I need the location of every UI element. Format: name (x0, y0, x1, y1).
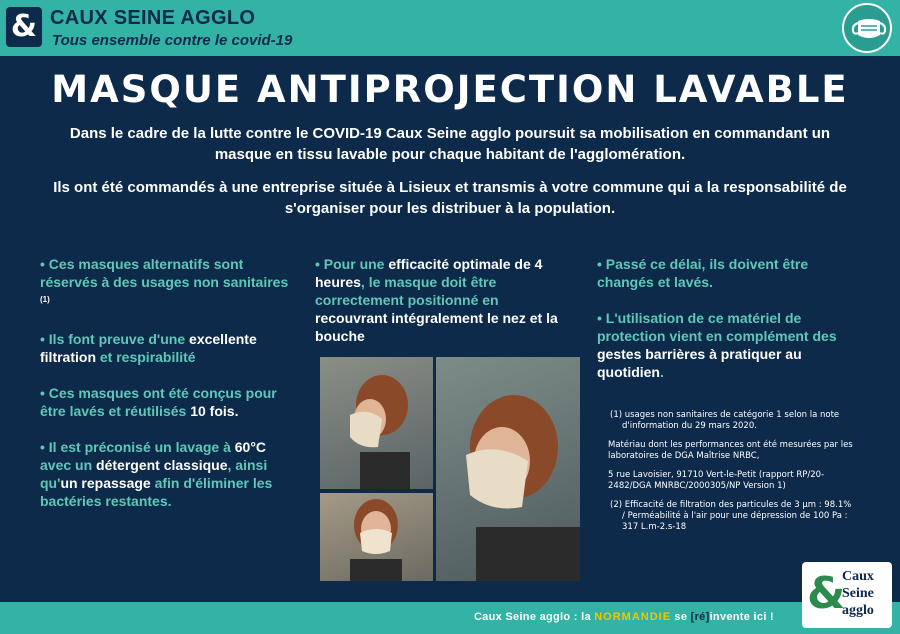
bullet-text: L'utilisation de ce matériel de protection vient en complément des (597, 310, 837, 344)
bullet-highlight: recouvrant intégralement le nez et la bouche (315, 310, 558, 344)
photo-mask-profile (320, 357, 433, 489)
logo-line: Caux (842, 569, 874, 584)
bullet-text: Passé ce délai, ils doivent être changés et lavés. (597, 256, 809, 290)
bullet-washable: • Ces masques ont été conçus pour être lavés et réutilisés 10 fois. (40, 384, 277, 419)
bullet-highlight: efficacité optimale de 4 heures (315, 256, 543, 290)
footer-slogan (474, 611, 774, 623)
bullet-text: et respirabilité (96, 348, 196, 365)
bullet-highlight: 10 fois (190, 402, 235, 419)
bullet-text: . (660, 364, 664, 380)
page-title: MASQUE ANTIPROJECTION LAVABLE (51, 68, 849, 111)
photo-mask-front (320, 493, 433, 581)
footnote-ref: (1) (40, 295, 50, 304)
brand-name: CAUX SEINE AGGLO (50, 7, 256, 29)
bullet-text: , le masque doit être correctement positionné en (315, 274, 499, 308)
bullet-text: avec un (40, 456, 97, 473)
bullet-text: Ils font preuve d'une (48, 330, 190, 347)
slogan-part: se (671, 611, 691, 623)
bullet-highlight: détergent classique (96, 456, 228, 473)
bullet-highlight: 60°C (234, 438, 267, 455)
column-middle (315, 255, 570, 363)
bullet-text: , ainsi qu' (40, 456, 268, 491)
slogan-re: [ré] (690, 611, 710, 623)
photo-mask-closeup (436, 357, 580, 581)
footnote-1: (1) usages non sanitaires de catégorie 1 selon la note d'information du 29 mars 2020. (610, 410, 840, 431)
intro-paragraph-2: Ils ont été commandés à une entreprise située à Lisieux et transmis à votre commune qui a la responsabilité de s'organiser pour les distribuer à la population. (53, 179, 847, 217)
column-left (40, 255, 290, 528)
bullet-usage: • Ces masques alternatifs sont réservés à des usages non sanitaires $^{(1)}$ (40, 256, 289, 304)
slogan-normandie: NORMANDIE (594, 611, 672, 623)
bullet-text: Pour une (323, 256, 389, 272)
bullet-text: Ces masques ont été conçus pour être lavés et réutilisés (40, 384, 277, 419)
bullet-text: afin d'éliminer les bactéries restantes. (40, 474, 273, 509)
caux-seine-agglo-logo (802, 562, 892, 628)
logo-text (842, 568, 874, 619)
bullet-highlight: un repassage (60, 474, 151, 491)
ampersand-logo-icon: & (6, 7, 42, 47)
bullet-text: Ces masques alternatifs sont réservés à des usages non sanitaires (40, 256, 289, 290)
footnote-address: 5 rue Lavoisier, 91710 Vert-le-Petit (rapport RP/20-2482/DGA MNRBC/2000305/NP Version 1) (608, 470, 825, 491)
slogan-part: Caux Seine agglo : la (473, 611, 595, 623)
footnotes (608, 410, 856, 541)
intro-paragraph-1: Dans le cadre de la lutte contre le COVID-19 Caux Seine agglo poursuit sa mobilisation en commandant un masque en tissu lavable pour chaque habitant de l'agglomération. (69, 125, 831, 163)
footnote-material: Matériau dont les performances ont été mesurées par les laboratoires de DGA Maîtrise NRBC, (608, 440, 853, 461)
slogan-part: invente ici ! (709, 611, 774, 623)
bullet-highlight: gestes barrières à pratiquer au quotidien (597, 346, 802, 380)
bullet-text: . (234, 402, 239, 419)
logo-line: agglo (842, 603, 874, 618)
bullet-change: • Passé ce délai, ils doivent être changés et lavés. (597, 256, 809, 290)
bullet-washing: • Il est préconisé un lavage à 60°C avec un détergent classique, ainsi qu'un repassage afin d'éliminer les bactéries restantes. (40, 438, 273, 509)
bullet-complement: • L'utilisation de ce matériel de protection vient en complément des gestes barrières à pratiquer au quotidien. (597, 310, 837, 380)
logo-line: Seine (842, 586, 874, 601)
footnote-2: (2) Efficacité de filtration des particules de 3 µm : 98.1% / Perméabilité à l'air pour une dépression de 100 Pa : 317 L.m-2.s-18 (610, 500, 852, 532)
ampersand-logo-icon: & (807, 568, 846, 619)
bullet-text: Il est préconisé un lavage à (48, 438, 235, 455)
bullet-filtration: • Ils font preuve d'une excellente filtration et respirabilité (40, 330, 257, 365)
face-mask-icon (842, 3, 892, 53)
column-right (597, 255, 857, 399)
tagline: Tous ensemble contre le covid-19 (52, 32, 293, 49)
bullet-efficacy: • Pour une efficacité optimale de 4 heures, le masque doit être correctement positionné en recouvrant intégralement le nez et la bouche (315, 256, 558, 344)
bullet-highlight: excellente filtration (40, 330, 257, 365)
